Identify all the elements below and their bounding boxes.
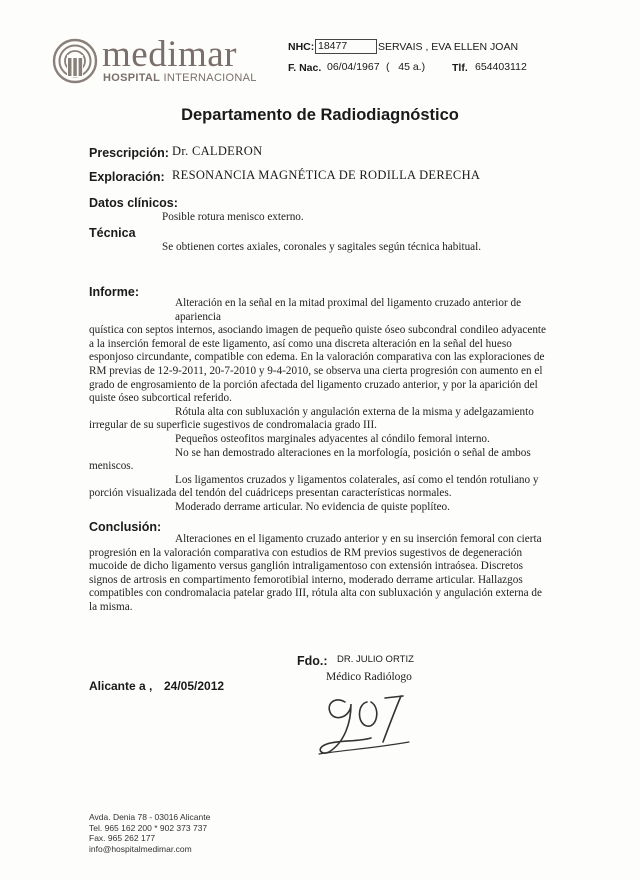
informe-line: Pequeños osteofitos marginales adyacentes al cóndilo femoral interno.: [175, 432, 490, 445]
informe-line: Los ligamentos cruzados y ligamentos colaterales, así como el tendón rotuliano y: [175, 473, 539, 486]
tecnica-label: Técnica: [89, 226, 136, 240]
fnac-label: F. Nac.: [288, 62, 322, 74]
conclusion-label: Conclusión:: [89, 520, 162, 534]
fnac-value: 06/04/1967: [327, 61, 380, 73]
informe-body: [89, 297, 559, 515]
conclusion-line: la misma.: [89, 600, 133, 613]
hospital-logo-subtitle: [103, 72, 257, 84]
logo-sub-bold: HOSPITAL: [103, 72, 161, 84]
report-date: 24/05/2012: [164, 679, 225, 693]
informe-line: Moderado derrame articular. No evidencia de quiste poplíteo.: [175, 500, 450, 513]
informe-label: Informe:: [89, 285, 139, 299]
conclusion-line: progresión en la valoración comparativa con estudios de RM previos sugestivos de degeneración: [89, 546, 523, 559]
doctor-name: DR. JULIO ORTIZ: [337, 654, 414, 665]
conclusion-body: [89, 533, 559, 615]
informe-line: irregular de su superficie sugestivos de condromalacia grado III.: [89, 419, 377, 432]
footer-email: info@hospitalmedimar.com: [89, 843, 192, 854]
patient-age: ( 45 a.): [386, 61, 426, 73]
informe-line: RM previas de 12-9-2011, 20-7-2010 y 9-4-2010, se observa una cierta progresión con aumento en el: [89, 364, 543, 377]
conclusion-line: Alteraciones en el ligamento cruzado anterior y en su inserción femoral con cierta: [175, 533, 542, 545]
logo-sub-rest: INTERNACIONAL: [160, 72, 257, 84]
tlf-label: Tlf.: [452, 62, 468, 74]
tlf-value: 654403112: [475, 61, 527, 73]
conclusion-line: compatibles con condromalacia patelar grado III, rótula alta con subluxación y angulación externa de: [89, 587, 542, 600]
informe-line: Rótula alta con subluxación y angulación externa de la misma y adelgazamiento: [175, 405, 534, 418]
exploracion-value: RESONANCIA MAGNÉTICA DE RODILLA DERECHA: [172, 168, 481, 182]
footer-tel: Tel. 965 162 200 * 902 373 737: [89, 822, 208, 833]
prescripcion-value: Dr. CALDERON: [172, 144, 263, 158]
conclusion-line: signos de artrosis en compartimento femorotibial interno, moderado derrame articular. Hallazgos: [89, 573, 523, 586]
datos-clinicos-label: Datos clínicos:: [89, 196, 178, 210]
informe-line: meniscos.: [89, 460, 134, 473]
tecnica-value: Se obtienen cortes axiales, coronales y sagitales según técnica habitual.: [162, 241, 482, 253]
page-title: Departamento de Radiodiagnóstico: [181, 106, 459, 124]
footer-address: Avda. Denia 78 - 03016 Alicante: [89, 812, 211, 822]
informe-line: No se han demostrado alteraciones en la morfología, posición o señal de ambos: [175, 446, 531, 459]
footer-fax: Fax. 965 262 177: [89, 833, 156, 844]
fdo-label: Fdo.:: [297, 654, 328, 668]
nhc-value: 18477: [315, 39, 377, 54]
hospital-logo-icon: [52, 38, 98, 84]
hospital-logo-name: medimar: [102, 34, 238, 75]
exploracion-label: Exploración:: [89, 170, 165, 184]
informe-line: grado de engrosamiento de la porción afectada del ligamento cruzado anterior, y por la aparición del: [89, 378, 538, 391]
conclusion-line: mucoide de dicho ligamento versus ganglión intraligamentoso con extensión intraósea. Discretos: [89, 560, 524, 573]
prescripcion-label: Prescripción:: [89, 146, 169, 160]
datos-clinicos-value: Posible rotura menisco externo.: [162, 211, 304, 223]
informe-line: porción visualizada del tendón del cuádriceps presentan características normales.: [89, 487, 452, 500]
handwritten-signature: [305, 682, 425, 762]
footer-contact: [89, 812, 210, 854]
informe-line: quiste óseo subcortical referido.: [89, 392, 232, 405]
informe-line: a la inserción femoral de este ligamento, así como una discreta alteración en la señal del hueso: [89, 337, 512, 350]
doctor-role: Médico Radiólogo: [326, 671, 412, 683]
informe-line: Alteración en la señal en la mitad proximal del ligamento cruzado anterior de apariencia: [175, 297, 522, 323]
informe-line: esponjoso circundante, compatible con edema. En la valoración comparativa con las exploraciones de: [89, 351, 545, 364]
patient-name: SERVAIS , EVA ELLEN JOAN: [378, 41, 519, 53]
nhc-label: NHC:: [288, 41, 315, 53]
place-label: Alicante a ,: [89, 679, 153, 693]
informe-line: quística con septos internos, asociando imagen de pequeño quiste óseo subcondral condileo adyacente: [89, 324, 546, 337]
